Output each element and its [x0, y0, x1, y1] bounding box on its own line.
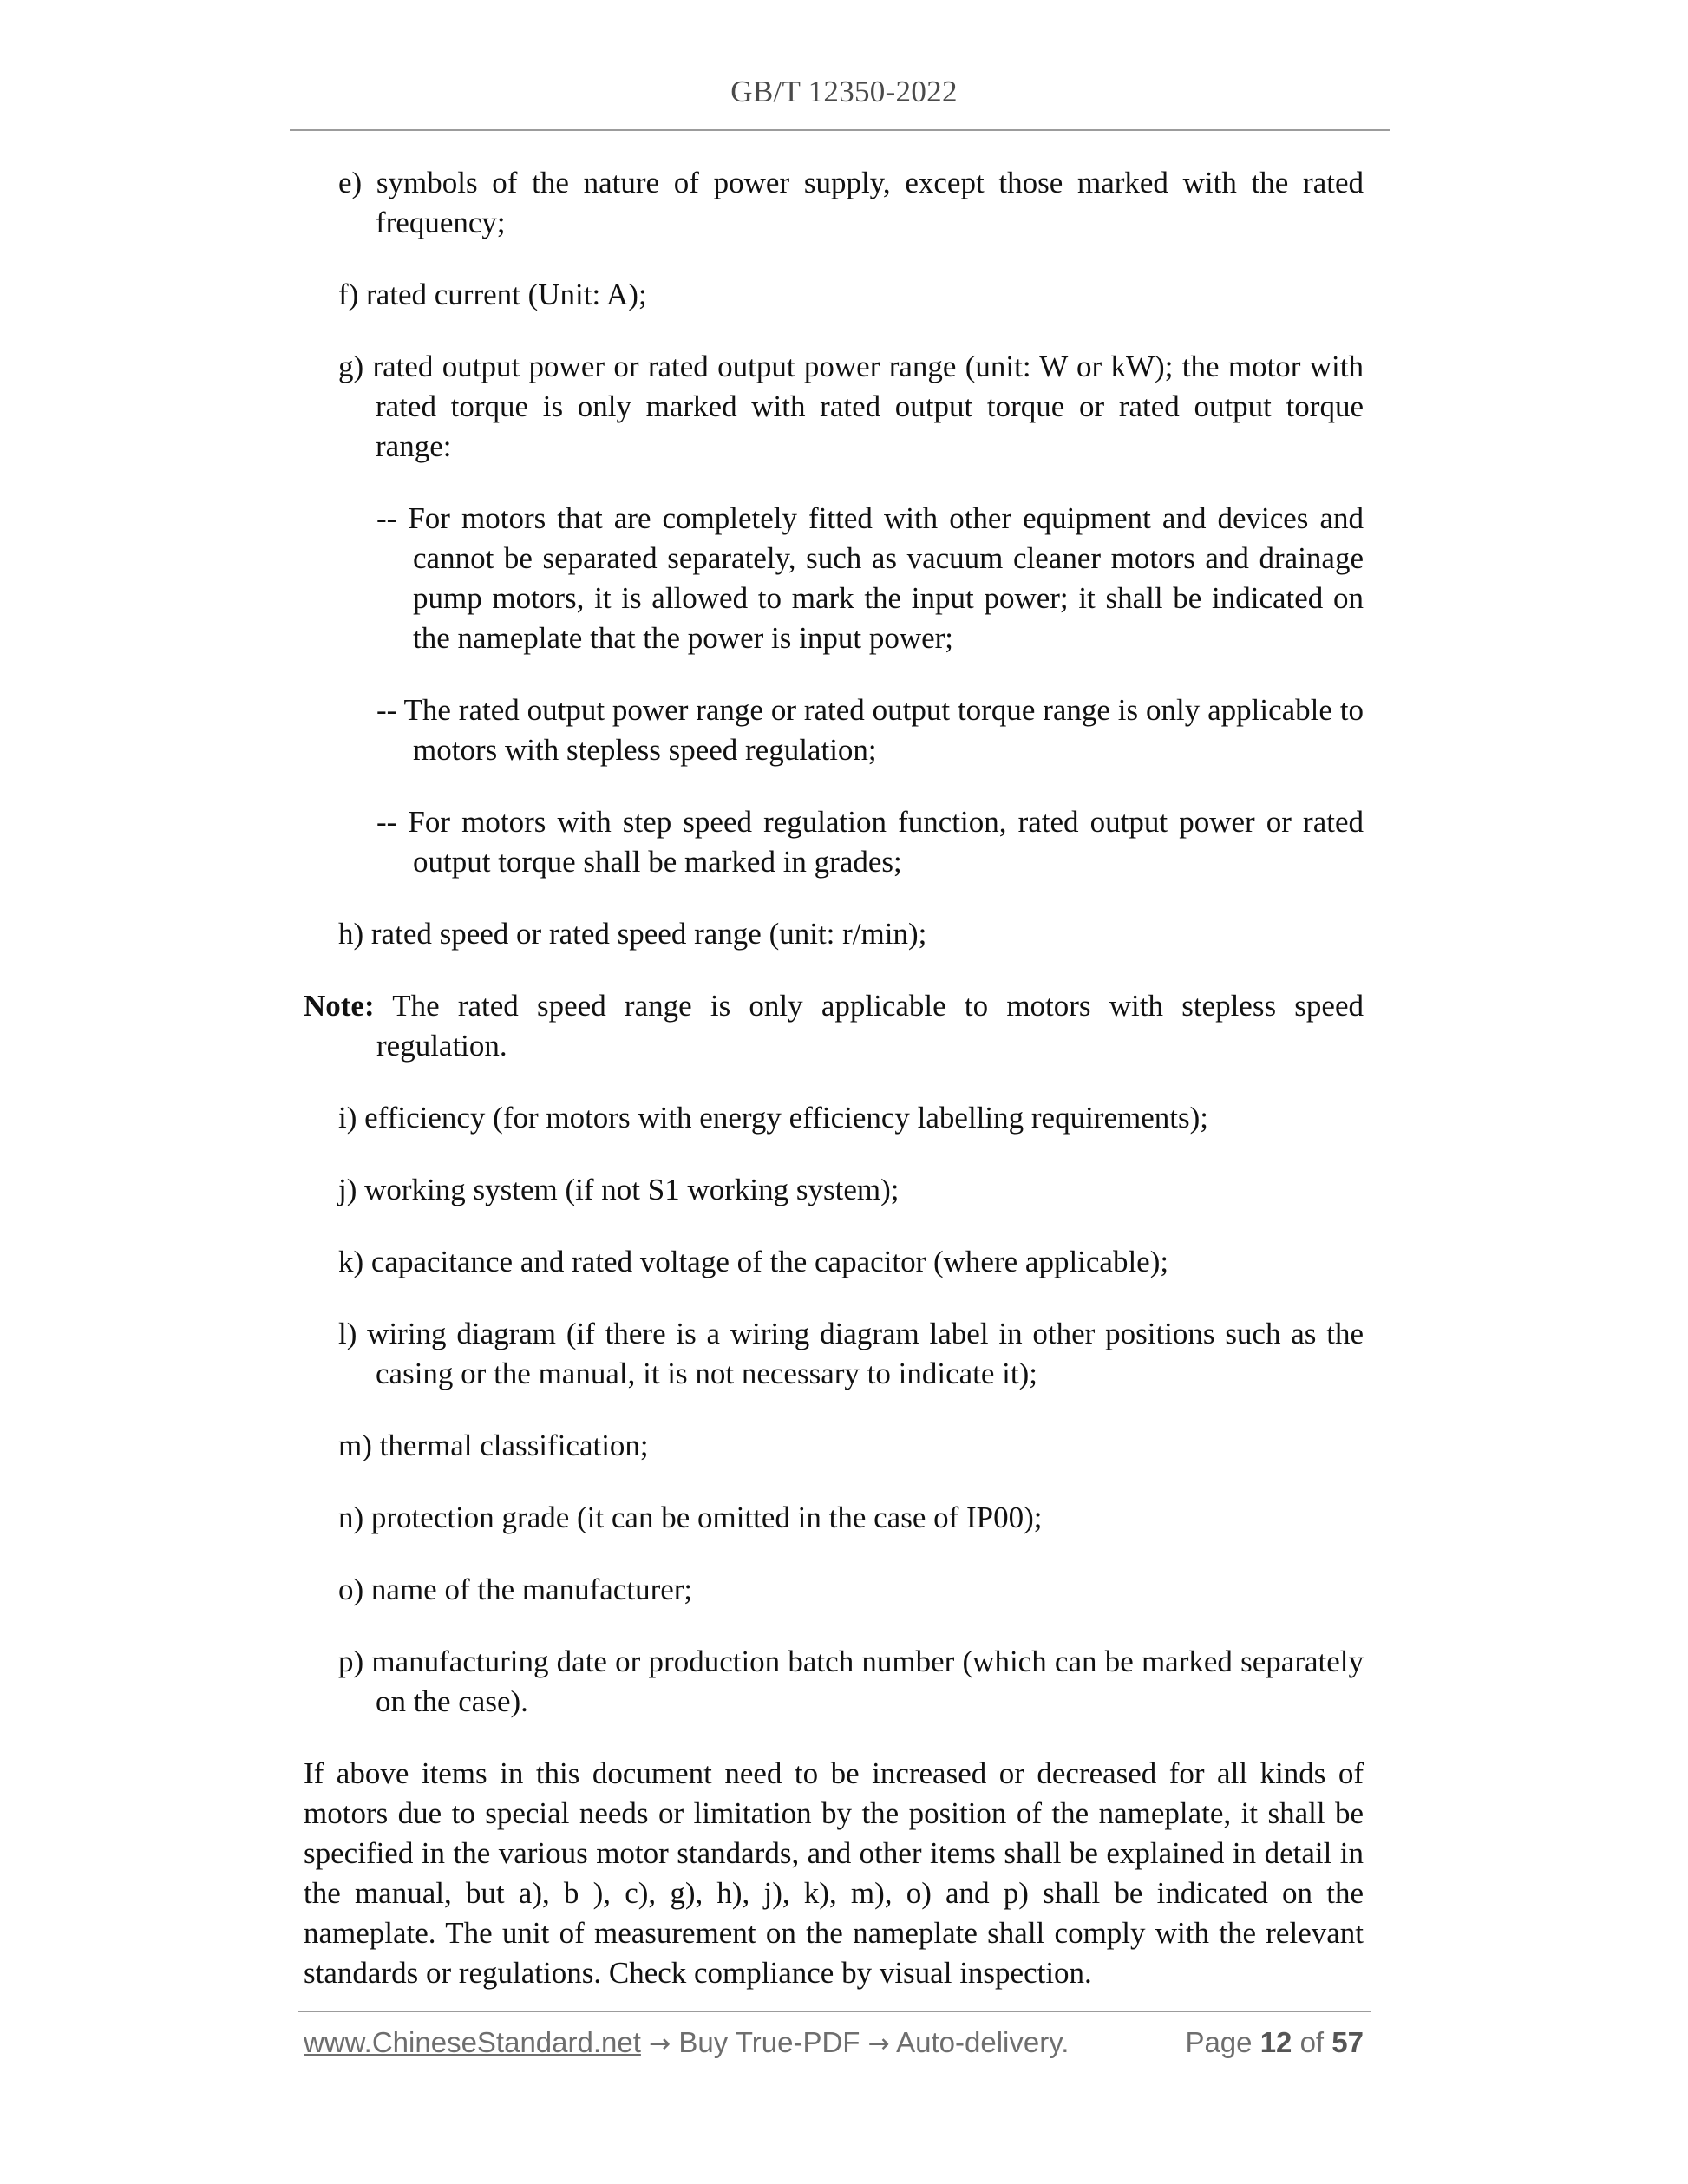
sub-item-g-2: -- The rated output power range or rated output torque range is only applicable to motors with stepless speed regulation; — [376, 693, 1364, 767]
arrow-right-icon: → — [867, 2029, 890, 2059]
footer-auto-text: Auto-delivery. — [896, 2026, 1070, 2058]
total-pages: 57 — [1331, 2026, 1364, 2058]
list-item-e: e) symbols of the nature of power supply, except those marked with the rated frequency; — [338, 166, 1364, 239]
page-content — [304, 163, 1364, 1993]
footer-buy-text: Buy True-PDF — [678, 2026, 868, 2058]
list-item-k: k) capacitance and rated voltage of the capacitor (where applicable); — [338, 1245, 1169, 1278]
website-link[interactable]: www.ChineseStandard.net — [304, 2026, 641, 2058]
page-indicator — [1185, 2026, 1364, 2059]
list-item-g: g) rated output power or rated output power range (unit: W or kW); the motor with rated torque is only marked with rated output torque or rated output torque range: — [338, 350, 1364, 463]
of-label: of — [1299, 2026, 1325, 2058]
list-item-l: l) wiring diagram (if there is a wiring diagram label in other positions such as the casing or the manual, it is not necessary to indicate it); — [338, 1317, 1364, 1390]
list-item-i: i) efficiency (for motors with energy efficiency labelling requirements); — [338, 1101, 1208, 1135]
footer — [304, 2026, 1364, 2066]
arrow-right-icon: → — [649, 2029, 671, 2059]
list-item-f: f) rated current (Unit: A); — [338, 278, 647, 311]
list-item-m: m) thermal classification; — [338, 1429, 649, 1462]
header-divider — [290, 129, 1390, 131]
sub-item-g-3: -- For motors with step speed regulation function, rated output power or rated output torque shall be marked in grades; — [376, 805, 1364, 879]
footer-divider — [298, 2011, 1371, 2012]
closing-paragraph: If above items in this document need to be increased or decreased for all kinds of motors due to special needs or limitation by the position of the nameplate, it shall be specified in the various motor standards, and other items shall be explained in detail in the manual, but a), b ), c), g), h), j), k), m), o) and p) shall be indicated on the nameplate. The unit of measurement on the nameplate shall comply with the relevant standards or regulations. Check compliance by visual inspection. — [304, 1756, 1364, 1990]
page-label: Page — [1185, 2026, 1253, 2058]
list-item-j: j) working system (if not S1 working system); — [338, 1173, 900, 1206]
note — [304, 986, 1364, 1066]
list-item-n: n) protection grade (it can be omitted in the case of IP00); — [338, 1501, 1043, 1534]
header-standard-number: GB/T 12350-2022 — [730, 75, 958, 108]
list-item-p: p) manufacturing date or production batch number (which can be marked separately on the case). — [338, 1645, 1364, 1718]
sub-item-g-1: -- For motors that are completely fitted with other equipment and devices and cannot be separated separately, such as vacuum cleaner motors and drainage pump motors, it is allowed to mark the input power; it shall be indicated on the nameplate that the power is input power; — [376, 501, 1364, 655]
note-label: Note: — [304, 989, 375, 1023]
note-text: The rated speed range is only applicable to motors with stepless speed regulation. — [374, 989, 1364, 1063]
list-item-o: o) name of the manufacturer; — [338, 1573, 693, 1606]
list-item-h: h) rated speed or rated speed range (unit: r/min); — [338, 917, 927, 951]
footer-promo — [304, 2026, 1069, 2059]
page-number: 12 — [1259, 2026, 1292, 2058]
